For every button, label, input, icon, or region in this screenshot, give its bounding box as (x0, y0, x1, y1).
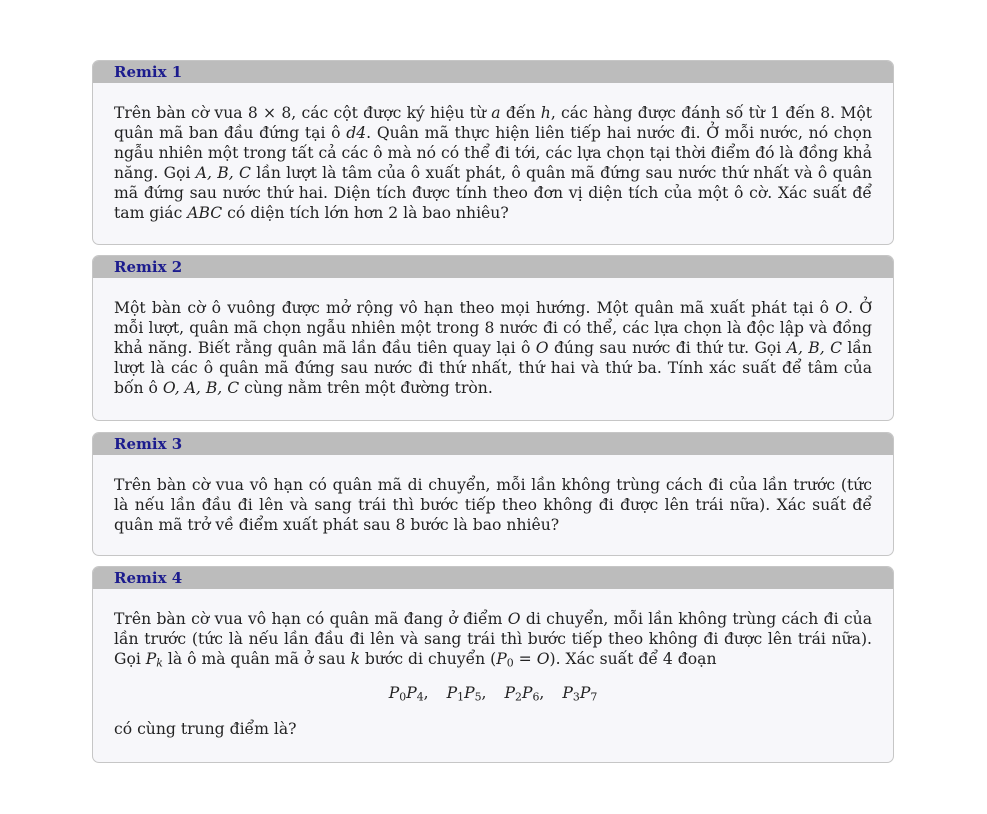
remix-box-3 (92, 432, 894, 556)
remix-box-2 (92, 255, 894, 421)
closing-question: có cùng trung điểm là? (114, 720, 297, 738)
remix-text: Một bàn cờ ô vuông được mở rộng vô hạn theo mọi hướng. Một quân mã xuất phát tại ô O. Ở mỗi lượt, quân mã chọn ngẫu nhiên một trong 8 nước đi có thể, các lựa chọn là độc lập và đồng khả năng. Biết rằng quân mã lần đầu tiên quay lại ô O đúng sau nước đi thứ tư. Gọi A, B, C lần lượt là các ô quân mã đứng sau nước đi thứ nhất, thứ hai và thứ ba. Tính xác suất để tâm của bốn ô O, A, B, C cùng nằm trên một đường tròn. (114, 299, 873, 397)
remix-title: Remix 2 (93, 256, 893, 278)
segments-formula: $P_0P_4$, $P_1P_5$, $P_2P_6$, $P_3P_7$ (388, 684, 598, 704)
remix-box-1 (92, 60, 894, 245)
remix-title: Remix 4 (93, 567, 893, 589)
remix-box-4 (92, 566, 894, 763)
remix-title: Remix 3 (93, 433, 893, 455)
remix-text: Trên bàn cờ vua vô hạn có quân mã di chuyển, mỗi lần không trùng cách đi của lần trước (tức là nếu lần đầu đi lên và sang trái thì bước tiếp theo không đi được lên trái nữa). Xác suất để quân mã trở về điểm xuất phát sau 8 bước là bao nhiêu? (114, 476, 872, 534)
remix-text: Trên bàn cờ vua 8 × 8, các cột được ký hiệu từ a đến h, các hàng được đánh số từ 1 đến 8. Một quân mã ban đầu đứng tại ô d4. Quân mã thực hiện liên tiếp hai nước đi. Ở mỗi nước, nó chọn ngẫu nhiên một trong tất cả các ô mà nó có thể đi tới, các lựa chọn tại thời điểm đó là đồng khả năng. Gọi A, B, C lần lượt là tâm của ô xuất phát, ô quân mã đứng sau nước thứ nhất và ô quân mã đứng sau nước thứ hai. Diện tích được tính theo đơn vị diện tích của một ô cờ. Xác suất để tam giác ABC có diện tích lớn hơn 2 là bao nhiêu? (114, 104, 873, 222)
remix-text: Trên bàn cờ vua vô hạn có quân mã đang ở điểm O di chuyển, mỗi lần không trùng cách đi của lần trước (tức là nếu lần đầu đi lên và sang trái thì bước tiếp theo không đi được lên trái nữa). Gọi $P_k$ là ô mà quân mã ở sau k bước di chuyển $(P_0 = O)$. Xác suất để 4 đoạn $P_0P_4$, $P_1P_5$, $P_2P_6$, $P_3P_7$ có cùng trung điểm là? (114, 610, 872, 738)
remix-title: Remix 1 (93, 61, 893, 83)
